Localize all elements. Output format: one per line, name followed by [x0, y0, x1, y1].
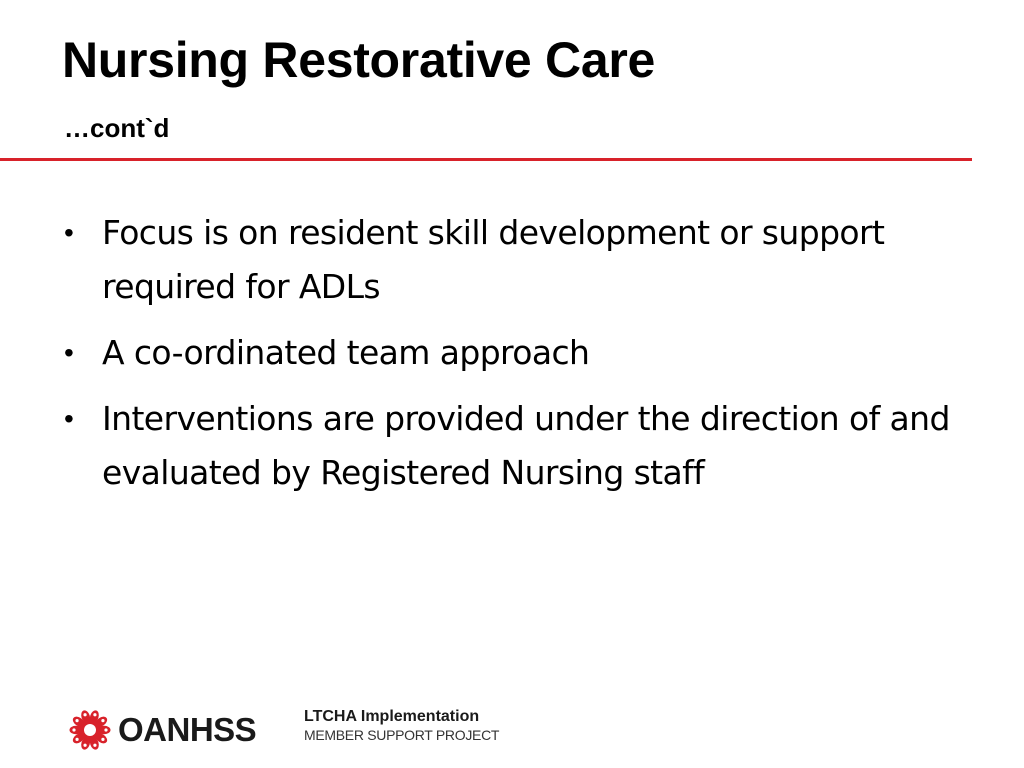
logo-petal-hole — [72, 728, 75, 731]
organization-logo-text: OANHSS — [118, 711, 257, 748]
logo-petal-hole — [101, 719, 104, 722]
slide-subtitle: …cont`d — [64, 113, 170, 143]
bullet-marker: • — [64, 217, 74, 248]
bullet-item — [62, 392, 972, 500]
project-subtitle: MEMBER SUPPORT PROJECT — [304, 727, 500, 743]
bullet-text: Interventions are provided under the direction of and evaluated by Registered Nursing staff — [102, 399, 950, 492]
bullet-marker: • — [64, 337, 74, 368]
logo-petal-hole — [93, 744, 96, 747]
bullet-item — [62, 206, 972, 314]
slide-title: Nursing Restorative Care — [62, 32, 655, 88]
oanhss-flower-logo-icon — [66, 706, 114, 754]
logo-petal-hole — [75, 719, 78, 722]
logo-petal-hole — [101, 738, 104, 741]
bullet-list — [62, 206, 972, 512]
bullet-text: Focus is on resident skill development or support required for ADLs — [102, 213, 885, 306]
bullet-marker: • — [64, 403, 74, 434]
logo-petal-hole — [93, 713, 96, 716]
logo-petal-hole — [75, 738, 78, 741]
logo-petal-hole — [83, 713, 86, 716]
title-divider-line — [0, 158, 972, 161]
project-title: LTCHA Implementation — [304, 708, 480, 725]
footer — [66, 702, 526, 758]
logo-petal-hole — [83, 744, 86, 747]
bullet-item — [62, 326, 972, 380]
logo-petal-hole — [104, 728, 107, 731]
bullet-text: A co-ordinated team approach — [102, 333, 590, 372]
